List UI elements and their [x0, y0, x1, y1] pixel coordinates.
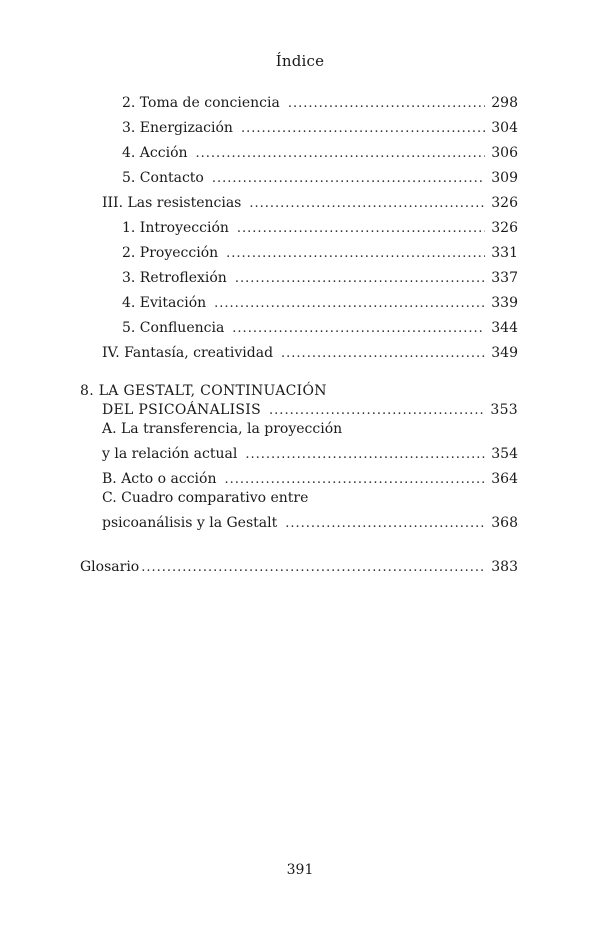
- dot-leader: [285, 516, 485, 531]
- toc-entry: [122, 145, 518, 161]
- toc-entry-page: 349: [491, 345, 518, 361]
- toc-entry-label: 5. Contacto: [122, 170, 204, 186]
- toc-entry-page: 306: [491, 145, 518, 161]
- toc-entry-label: A. La transferencia, la proyección: [102, 421, 343, 437]
- dot-leader: [226, 246, 485, 261]
- toc-entry-label: Glosario: [80, 559, 140, 575]
- toc-entry: [122, 270, 518, 286]
- dot-leader: [249, 196, 485, 211]
- dot-leader: [235, 271, 485, 286]
- dot-leader: [241, 121, 485, 136]
- chapter-title-line: 8. LA GESTALT, CONTINUACIÓN: [80, 383, 327, 399]
- toc-entry: [122, 245, 518, 261]
- toc-entry: [102, 345, 518, 361]
- dot-leader: [224, 472, 485, 487]
- running-header: Índice: [275, 52, 325, 70]
- dot-leader: [281, 346, 485, 361]
- dot-leader: [269, 403, 484, 418]
- toc-entry-label: 3. Retroflexión: [122, 270, 227, 286]
- toc-entry-label: 4. Acción: [122, 145, 188, 161]
- chapter-title-line: DEL PSICOÁNALISIS: [102, 402, 262, 418]
- toc-entry-page: 368: [491, 515, 518, 531]
- dot-leader: [141, 560, 485, 575]
- toc-entry-page: 309: [491, 170, 518, 186]
- toc-entry-label: psicoanálisis y la Gestalt: [102, 515, 278, 531]
- toc-entry-page: 326: [491, 220, 518, 236]
- toc-entry-page: 304: [491, 120, 518, 136]
- toc-entry-label: III. Las resistencias: [102, 195, 242, 211]
- toc-entry-glossary: [80, 559, 518, 575]
- toc-entry-page: 331: [491, 245, 518, 261]
- toc-entry: [122, 320, 518, 336]
- toc-entry-page: 364: [491, 471, 518, 487]
- dot-leader: [245, 447, 485, 462]
- toc-entry-label: 3. Energización: [122, 120, 233, 136]
- toc-entry-page: 354: [491, 446, 518, 462]
- toc-entry-label: IV. Fantasía, creatividad: [102, 345, 274, 361]
- dot-leader: [288, 96, 485, 111]
- toc-entry: [102, 471, 518, 487]
- toc-entry-page: 383: [491, 559, 518, 575]
- toc-entry-label: 2. Toma de conciencia: [122, 95, 280, 111]
- toc-entry: [102, 446, 518, 462]
- toc-entry: [102, 515, 518, 531]
- dot-leader: [196, 146, 486, 161]
- toc-entry-page: 353: [490, 402, 518, 418]
- toc-entry: [122, 95, 518, 111]
- chapter-entry: [102, 402, 518, 418]
- toc-entry: [122, 220, 518, 236]
- dot-leader: [237, 221, 485, 236]
- toc-entry: [122, 295, 518, 311]
- toc-entry: [122, 170, 518, 186]
- dot-leader: [212, 171, 485, 186]
- toc-entry-label: 2. Proyección: [122, 245, 219, 261]
- page-number: 391: [286, 862, 314, 878]
- dot-leader: [214, 296, 485, 311]
- toc-entry-page: 326: [491, 195, 518, 211]
- toc-entry-page: 339: [491, 295, 518, 311]
- toc-entry-label: C. Cuadro comparativo entre: [102, 490, 309, 506]
- toc-entry-page: 337: [491, 270, 518, 286]
- toc-entry: [102, 195, 518, 211]
- toc-entry-label: y la relación actual: [102, 446, 238, 462]
- toc-entry-page: 298: [491, 95, 518, 111]
- toc-entry-label: 5. Confluencia: [122, 320, 225, 336]
- toc-entry-label: 1. Introyección: [122, 220, 229, 236]
- toc-entry: [122, 120, 518, 136]
- toc-entry-page: 344: [491, 320, 518, 336]
- toc-entry-label: B. Acto o acción: [102, 471, 217, 487]
- dot-leader: [232, 321, 485, 336]
- toc-entry-label: 4. Evitación: [122, 295, 207, 311]
